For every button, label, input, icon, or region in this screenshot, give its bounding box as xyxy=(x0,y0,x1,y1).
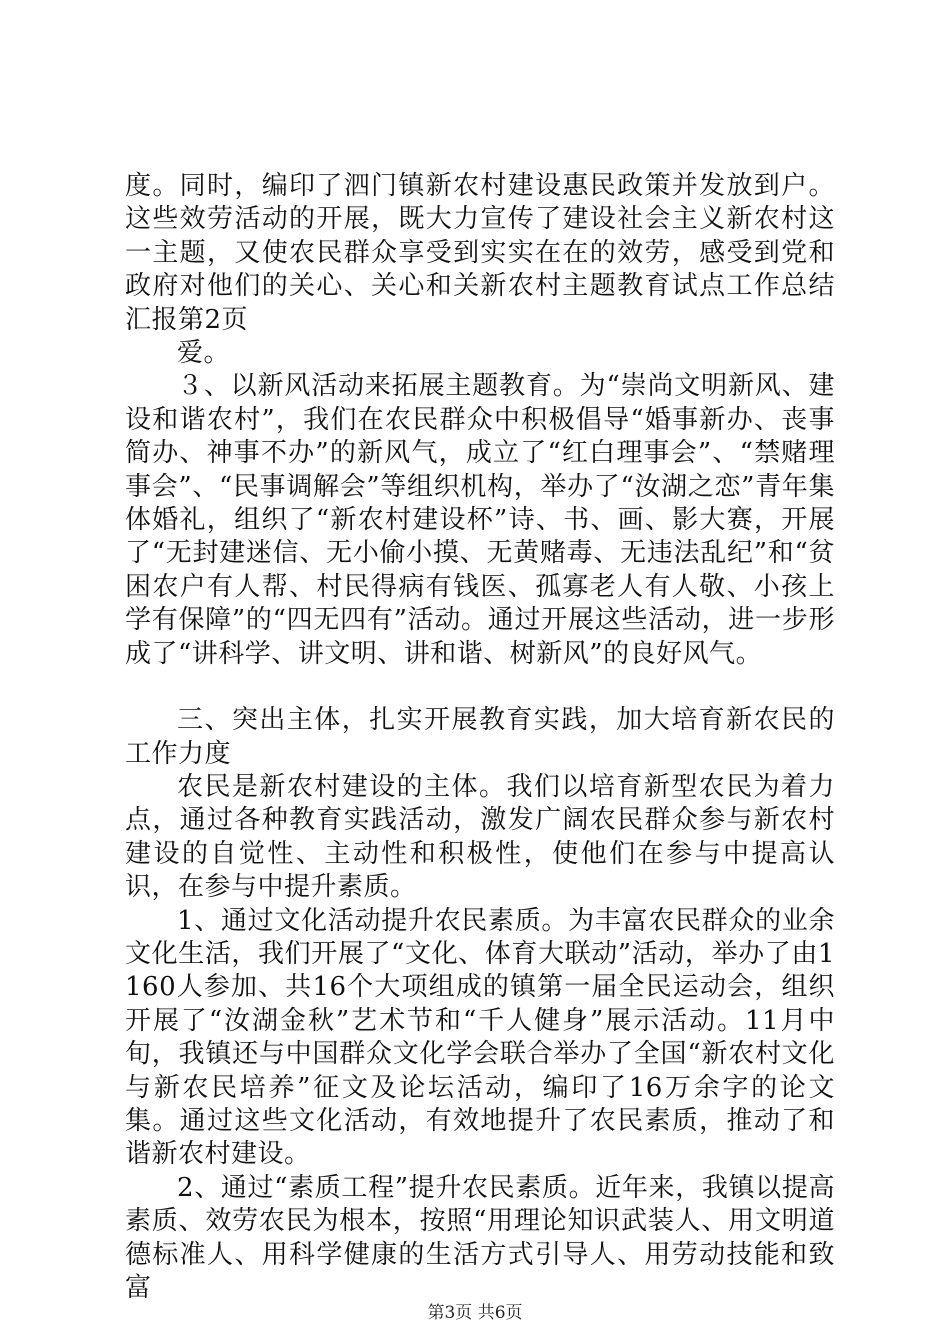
paragraph-item-1: 1、通过文化活动提升农民素质。为丰富农民群众的业余文化生活，我们开展了“文化、体育大联动”活动，举办了由1160人参加、共16个大项组成的镇第一届全民运动会，组织开展了“汝湖金秋”艺术节和“千人健身”展示活动。11月中旬，我镇还与中国群众文化学会联合举办了全国“新农村文化与新农民培养”征文及论坛活动，编印了16万余字的论文集。通过这些文化活动，有效地提升了农民素质，推动了和谐新农村建设。 xyxy=(125,905,835,1170)
paragraph-fragment: 爱。 xyxy=(177,338,231,369)
paragraph-continuation: 度。同时，编印了泗门镇新农村建设惠民政策并发放到户。这些效劳活动的开展，既大力宣传了建设社会主义新农村这一主题，又使农民群众享受到实实在在的效劳，感受到党和政府对他们的关心、关心和关新农村主题教育试点工作总结汇报第2页 xyxy=(125,171,835,335)
paragraph-item-3: ３、以新风活动来拓展主题教育。为“崇尚文明新风、建设和谐农村”，我们在农民群众中积极倡导“婚事新办、丧事简办、神事不办”的新风气，成立了“红白理事会”、“禁赌理事会”、“民事调解会”等组织机构，举办了“汝湖之恋”青年集体婚礼，组织了“新农村建设杯”诗、书、画、影大赛，开展了“无封建迷信、无小偷小摸、无黄赌毒、无违法乱纪”和“贫困农户有人帮、村民得病有钱医、孤寡老人有人敬、小孩上学有保障”的“四无四有”活动。通过开展这些活动，进一步形成了“讲科学、讲文明、讲和谐、树新风”的良好风气。 xyxy=(125,371,835,669)
section-heading: 三、突出主体，扎实开展教育实践，加大培育新农民的工作力度 xyxy=(125,705,835,769)
paragraph-intro: 农民是新农村建设的主体。我们以培育新型农民为着力点，通过各种教育实践活动，激发广阔农民群众参与新农村建设的自觉性、主动性和积极性，使他们在参与中提高认识，在参与中提升素质。 xyxy=(125,771,835,903)
page-footer: 第3页 共6页 xyxy=(427,1303,523,1323)
document-body xyxy=(125,170,835,1305)
paragraph-item-2: 2、通过“素质工程”提升农民素质。近年来，我镇以提高素质、效劳农民为根本，按照“用理论知识武装人、用文明道德标准人、用科学健康的生活方式引导人、用劳动技能和致富 xyxy=(125,1172,835,1303)
